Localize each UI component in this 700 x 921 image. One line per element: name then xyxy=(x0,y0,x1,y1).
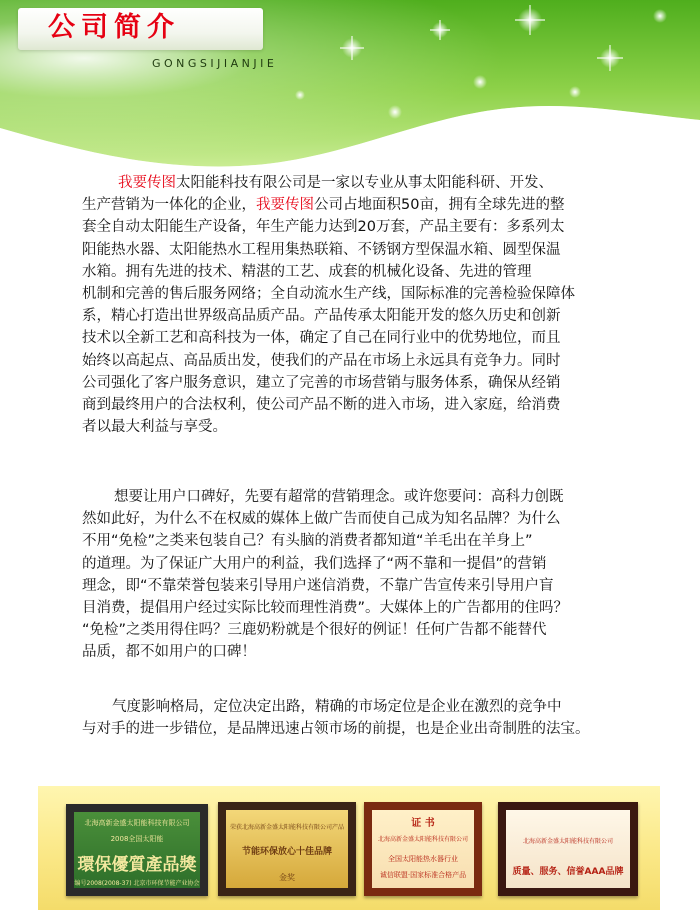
text-line: 与对手的进一步错位，是品牌迅速占领市场的前提，也是企业出奇制胜的法宝。 xyxy=(82,721,590,738)
company-name-highlight: 我要传图 xyxy=(256,197,314,214)
certificate-text: 诚信联盟·国家标准合格产品 xyxy=(379,871,467,879)
intro-paragraph-2 xyxy=(82,486,568,664)
text-line: 理念，即“不靠荣誉包装来引导用户迷信消费，不靠广告宣传来引导用户盲 xyxy=(82,577,554,594)
text-line xyxy=(82,327,575,349)
certificate-text: 证 书 xyxy=(411,818,435,829)
certificate-text: 北海高新金盛太阳能科技有限公司 xyxy=(522,838,613,845)
intro-paragraph-1 xyxy=(82,172,575,438)
text-line xyxy=(82,194,575,216)
certificate-ccc-certificate xyxy=(498,802,638,896)
text-line xyxy=(82,416,575,438)
text-line: 然如此好，为什么不在权威的媒体上做广告而使自己成为知名品牌？为什么 xyxy=(82,511,561,528)
text-line xyxy=(82,216,575,238)
certificate-text: 環保優質產品獎 xyxy=(77,855,197,875)
text-span: 套全自动太阳能生产设备，年生产能力达到20万套，产品主要有：多系列太 xyxy=(82,219,565,236)
text-line: 气度影响格局，定位决定出路，精确的市场定位是企业在激烈的竞争中 xyxy=(112,699,562,715)
certificates-strip xyxy=(38,786,660,910)
certificate-text: 北海高新金盛太阳能科技有限公司 xyxy=(84,819,190,827)
certificate-text: 荣获北海高新金盛太阳能科技有限公司产品 xyxy=(229,824,344,831)
text-span: 者以最大利益与享受。 xyxy=(82,419,227,436)
certificate-panel xyxy=(506,810,630,888)
certificate-green-plaque xyxy=(66,804,208,896)
page-subtitle: GONGSIJIANJIE xyxy=(152,57,278,70)
text-line xyxy=(82,350,575,372)
text-line: 不用“免检”之类来包装自己？有头脑的消费者都知道“羊毛出在羊身上” xyxy=(82,533,533,550)
certificate-text: 全国太阳能热水器行业 xyxy=(388,855,458,863)
text-line: 品质，都不如用户的口碑！ xyxy=(82,644,256,661)
text-line xyxy=(82,261,575,283)
text-line xyxy=(82,239,575,261)
page-title: 公司简介 xyxy=(48,12,180,43)
text-line: 目消费，提倡用户经过实际比较而理性消费”。大媒体上的广告都用的住吗？ xyxy=(82,599,569,616)
text-span: 机制和完善的售后服务网络；全自动流水生产线，国际标准的完善检验保障体 xyxy=(82,285,575,302)
text-span: 始终以高起点、高品质出发，使我们的产品在市场上永远具有竞争力。同时 xyxy=(82,352,561,369)
text-span: 商到最终用户的合法权利，使公司产品不断的进入市场，进入家庭，给消费 xyxy=(82,396,561,413)
certificate-text: 北海高新金盛太阳能科技有限公司 xyxy=(377,836,468,843)
text-line xyxy=(82,283,575,305)
header-banner xyxy=(0,0,700,175)
text-span: 阳能热水器、太阳能热水工程用集热联箱、不锈钢方型保温水箱、圆型保温 xyxy=(82,241,561,258)
certificate-text: 质量、服务、信誉AAA品牌 xyxy=(512,867,624,877)
text-line xyxy=(82,394,575,416)
certificate-text: 金奖 xyxy=(279,873,295,882)
text-line xyxy=(82,372,575,394)
text-line: “免检”之类用得住吗？三鹿奶粉就是个很好的例证！任何广告都不能替代 xyxy=(82,622,547,639)
text-span: 生产营销为一体化的企业， xyxy=(82,197,256,214)
text-line: 想要让用户口碑好，先要有超常的营销理念。或许您要问：高科力创既 xyxy=(114,489,564,505)
text-span: 技术以全新工艺和高科技为一体，确定了自己在同行业中的优势地位，而且 xyxy=(82,330,561,347)
text-span: 太阳能科技有限公司是一家以专业从事太阳能科研、开发、 xyxy=(176,175,553,191)
certificate-panel xyxy=(226,810,348,888)
text-span: 系，精心打造出世界级高品质产品。产品传承太阳能开发的悠久历史和创新 xyxy=(82,308,561,325)
text-line xyxy=(82,305,575,327)
certificate-panel xyxy=(74,812,200,888)
certificate-text: 节能环保放心十佳品牌 xyxy=(241,847,332,857)
intro-paragraph-3 xyxy=(82,696,590,740)
text-span: 公司占地面积50亩，拥有全球先进的整 xyxy=(314,197,565,214)
certificate-text: 2008全国太阳能 xyxy=(110,835,164,843)
certificate-gold-plaque xyxy=(218,802,356,896)
text-line: 的道理。为了保证广大用户的利益，我们选择了“两不靠和一提倡”的营销 xyxy=(82,555,547,572)
certificate-panel xyxy=(372,810,474,888)
text-line xyxy=(82,172,575,194)
company-name-highlight: 我要传图 xyxy=(118,175,176,191)
certificate-text: 编号2008(2008-37) 北京市环保节能产业协会 xyxy=(74,880,200,887)
text-span: 水箱。拥有先进的技术、精湛的工艺、成套的机械化设备、先进的管理 xyxy=(82,263,532,280)
text-span: 公司强化了客户服务意识，建立了完善的市场营销与服务体系，确保从经销 xyxy=(82,374,561,391)
certificate-red-certificate xyxy=(364,802,482,896)
